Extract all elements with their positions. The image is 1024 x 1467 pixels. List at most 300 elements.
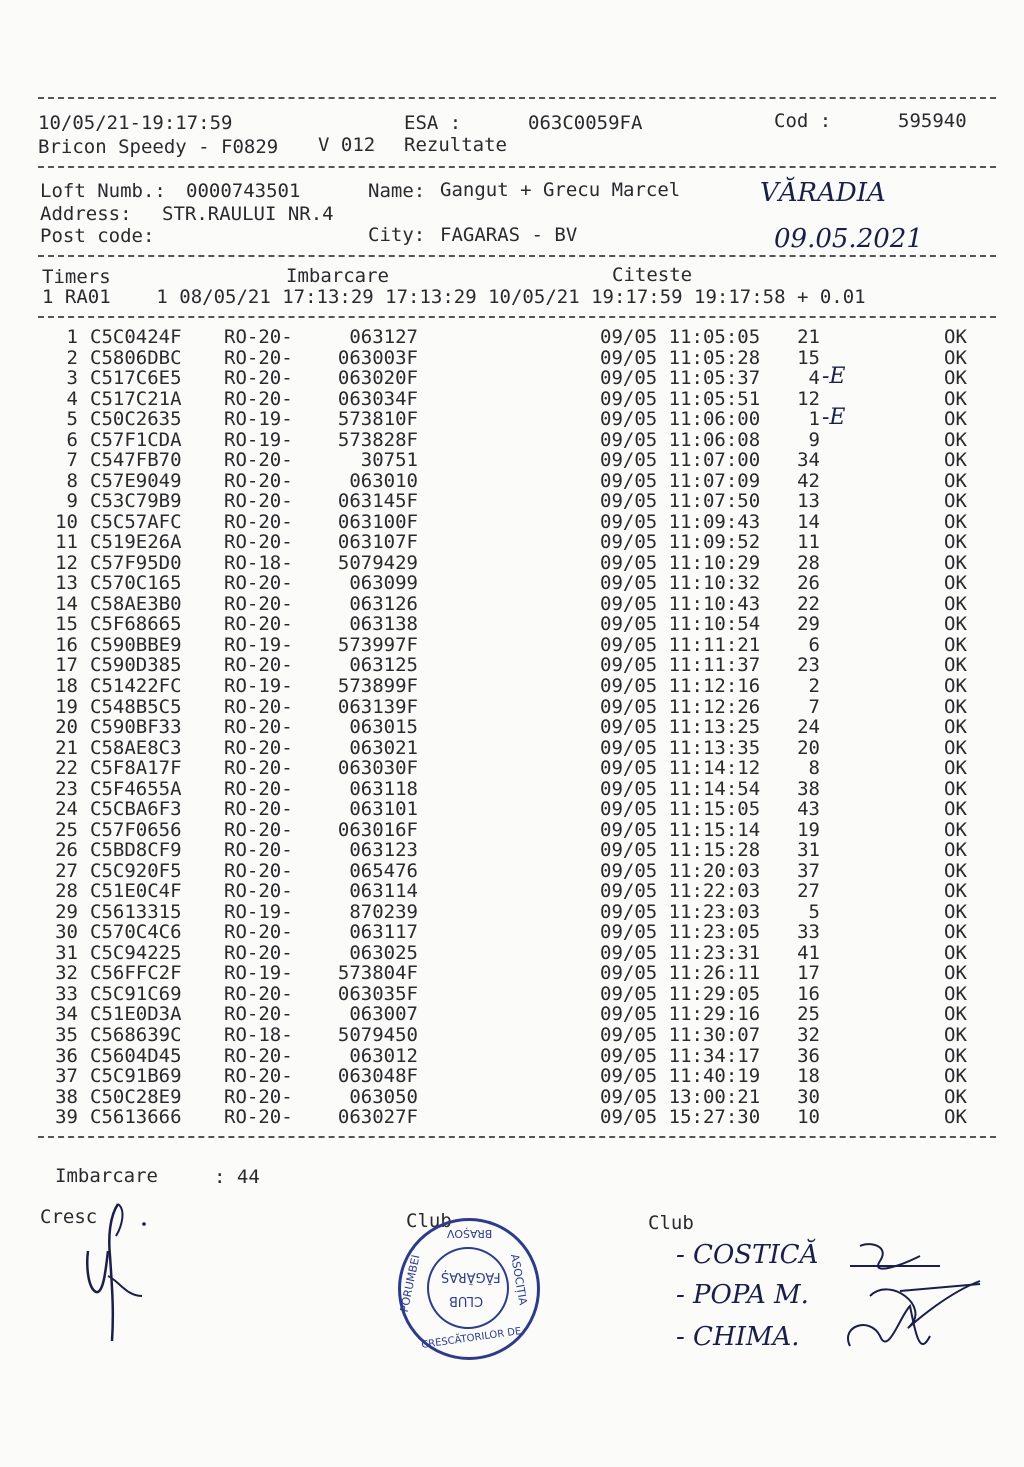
row-position: 34 [797, 449, 820, 472]
row-chip-id: C5CBA6F3 [90, 798, 182, 821]
divider-results [38, 1136, 996, 1138]
row-position: 8 [808, 757, 820, 780]
row-chip-id: C50C28E9 [90, 1085, 182, 1108]
row-position: 11 [797, 531, 820, 554]
row-chip-id: C517C21A [90, 387, 182, 410]
row-position: 31 [797, 839, 820, 862]
row-chip-id: C519E26A [90, 531, 182, 554]
table-row [0, 490, 1024, 511]
row-ring-number: 063101 [349, 798, 418, 821]
row-number: 7 [66, 449, 78, 472]
row-chip-id: C57F1CDA [90, 428, 182, 451]
row-status: OK [944, 818, 967, 841]
row-ring-number: 063100F [337, 510, 418, 533]
row-position: 29 [797, 613, 820, 636]
row-chip-id: C568639C [90, 1024, 182, 1047]
row-position: 12 [797, 387, 820, 410]
row-number: 18 [55, 675, 78, 697]
row-arrival-time: 09/05 11:07:50 [600, 490, 761, 513]
row-arrival-time: 09/05 11:14:54 [600, 777, 761, 800]
row-ring-number: 063118 [349, 777, 418, 800]
table-row [0, 901, 1024, 922]
divider-top [38, 97, 996, 99]
handwritten-date: 09.05.2021 [774, 224, 923, 254]
row-arrival-time: 09/05 11:10:43 [600, 592, 761, 615]
table-row [0, 470, 1024, 491]
table-row [0, 675, 1024, 696]
breeder-signature [70, 1196, 160, 1346]
club-signatures-scribble [830, 1236, 990, 1376]
row-number: 21 [55, 736, 78, 759]
row-ring-prefix: RO-20- [224, 859, 293, 882]
row-status: OK [944, 798, 967, 821]
row-status: OK [944, 982, 967, 1005]
row-ring-prefix: RO-20- [224, 1044, 293, 1067]
table-row [0, 1045, 1024, 1066]
table-row [0, 634, 1024, 655]
row-ring-prefix: RO-19- [224, 962, 293, 985]
row-ring-prefix: RO-20- [224, 757, 293, 780]
row-arrival-time: 09/05 11:26:11 [600, 962, 761, 985]
club-stamp [398, 1218, 540, 1360]
row-position: 26 [797, 572, 820, 595]
row-chip-id: C5604D45 [90, 1044, 182, 1067]
row-chip-id: C5C57AFC [90, 510, 182, 533]
row-number: 29 [55, 900, 78, 923]
row-number: 1 [66, 326, 78, 348]
row-number: 25 [55, 818, 78, 841]
divider-timers [38, 316, 996, 318]
row-chip-id: C590D385 [90, 654, 182, 677]
row-ring-number: 063003F [337, 346, 418, 369]
table-row [0, 716, 1024, 737]
row-ring-number: 5079450 [337, 1024, 418, 1047]
row-ring-number: 063010 [349, 469, 418, 492]
row-ring-prefix: RO-20- [224, 716, 293, 739]
row-chip-id: C5C94225 [90, 941, 182, 964]
row-chip-id: C58AE8C3 [90, 736, 182, 759]
row-position: 24 [797, 716, 820, 739]
row-handwritten-note: -E [822, 364, 846, 390]
row-status: OK [944, 1106, 967, 1129]
table-row [0, 1003, 1024, 1024]
row-position: 41 [797, 941, 820, 964]
row-arrival-time: 09/05 11:10:29 [600, 551, 761, 574]
row-ring-number: 065476 [349, 859, 418, 882]
row-arrival-time: 09/05 11:09:52 [600, 531, 761, 554]
stamp-text-top: BRAȘOV [447, 1227, 493, 1240]
esa-label: ESA : [404, 112, 462, 134]
row-position: 20 [797, 736, 820, 759]
row-ring-number: 063007 [349, 1003, 418, 1026]
row-number: 11 [55, 531, 78, 554]
row-status: OK [944, 900, 967, 923]
row-chip-id: C51E0D3A [90, 1003, 182, 1026]
row-position: 14 [797, 510, 820, 533]
row-chip-id: C53C79B9 [90, 490, 182, 513]
row-ring-number: 063139F [337, 695, 418, 718]
row-position: 22 [797, 592, 820, 615]
table-row [0, 531, 1024, 552]
club-signature-2: - POPA M. [676, 1280, 809, 1310]
row-status: OK [944, 326, 967, 348]
cresc-label: Cresc [40, 1206, 98, 1228]
row-ring-number: 573810F [337, 408, 418, 431]
row-chip-id: C5613666 [90, 1106, 182, 1129]
row-position: 5 [808, 900, 820, 923]
table-row [0, 364, 1024, 390]
cod-label: Cod : [774, 110, 832, 132]
row-number: 27 [55, 859, 78, 882]
row-number: 6 [66, 428, 78, 451]
row-arrival-time: 09/05 11:07:09 [600, 469, 761, 492]
row-number: 39 [55, 1106, 78, 1129]
row-arrival-time: 09/05 11:20:03 [600, 859, 761, 882]
club-signature-1: - COSTICĂ [676, 1240, 819, 1270]
row-ring-number: 063099 [349, 572, 418, 595]
table-row [0, 429, 1024, 450]
row-status: OK [944, 757, 967, 780]
row-number: 31 [55, 941, 78, 964]
table-row [0, 737, 1024, 758]
table-row [0, 1065, 1024, 1086]
row-position: 28 [797, 551, 820, 574]
loft-number-value: 0000743501 [186, 180, 301, 202]
row-ring-number: 063012 [349, 1044, 418, 1067]
row-ring-number: 063020F [337, 367, 418, 390]
row-status: OK [944, 449, 967, 472]
row-position: 33 [797, 921, 820, 944]
row-ring-prefix: RO-20- [224, 510, 293, 533]
row-chip-id: C51422FC [90, 675, 182, 697]
stamp-center-2: FĂGĂRAȘ [441, 1269, 501, 1284]
table-row [0, 880, 1024, 901]
footer-imbarcare-value: : 44 [214, 1166, 260, 1188]
table-row [0, 757, 1024, 778]
row-ring-prefix: RO-20- [224, 531, 293, 554]
row-ring-number: 063025 [349, 941, 418, 964]
table-row [0, 613, 1024, 634]
row-number: 24 [55, 798, 78, 821]
row-ring-prefix: RO-19- [224, 633, 293, 656]
row-status: OK [944, 921, 967, 944]
row-status: OK [944, 469, 967, 492]
table-row [0, 819, 1024, 840]
row-ring-number: 063125 [349, 654, 418, 677]
divider-loft [38, 255, 996, 257]
row-position: 4 [808, 367, 820, 390]
row-ring-prefix: RO-20- [224, 346, 293, 369]
row-position: 30 [797, 1085, 820, 1108]
row-ring-number: 063145F [337, 490, 418, 513]
row-number: 33 [55, 982, 78, 1005]
row-arrival-time: 09/05 11:05:05 [600, 326, 761, 348]
row-position: 23 [797, 654, 820, 677]
row-ring-prefix: RO-19- [224, 408, 293, 431]
row-status: OK [944, 1024, 967, 1047]
handwritten-place: VĂRADIA [760, 178, 886, 208]
city-value: FAGARAS - BV [440, 224, 578, 246]
timers-imbarcare-label: Imbarcare [286, 265, 389, 287]
row-status: OK [944, 941, 967, 964]
device-name: Bricon Speedy - F0829 [38, 136, 279, 158]
row-arrival-time: 09/05 11:05:28 [600, 346, 761, 369]
row-ring-number: 063016F [337, 818, 418, 841]
row-chip-id: C5613315 [90, 900, 182, 923]
row-chip-id: C58AE3B0 [90, 592, 182, 615]
row-chip-id: C5BD8CF9 [90, 839, 182, 862]
footer-imbarcare-label: Imbarcare [55, 1165, 158, 1187]
row-number: 34 [55, 1003, 78, 1026]
row-status: OK [944, 736, 967, 759]
row-ring-number: 063123 [349, 839, 418, 862]
row-chip-id: C56FFC2F [90, 962, 182, 985]
row-status: OK [944, 1044, 967, 1067]
row-position: 32 [797, 1024, 820, 1047]
row-position: 43 [797, 798, 820, 821]
row-arrival-time: 09/05 11:12:26 [600, 695, 761, 718]
row-number: 38 [55, 1085, 78, 1108]
loft-number-label: Loft Numb.: [40, 180, 166, 202]
row-arrival-time: 09/05 11:29:16 [600, 1003, 761, 1026]
table-row [0, 983, 1024, 1004]
row-number: 28 [55, 880, 78, 903]
row-ring-number: 063127 [349, 326, 418, 348]
row-chip-id: C517C6E5 [90, 367, 182, 390]
row-arrival-time: 09/05 15:27:30 [600, 1106, 761, 1129]
report-title: Rezultate [404, 134, 507, 156]
row-ring-number: 063107F [337, 531, 418, 554]
table-row [0, 449, 1024, 470]
row-status: OK [944, 633, 967, 656]
row-status: OK [944, 839, 967, 862]
row-status: OK [944, 572, 967, 595]
row-position: 15 [797, 346, 820, 369]
row-ring-prefix: RO-20- [224, 798, 293, 821]
device-version: V 012 [318, 134, 376, 156]
row-ring-number: 063126 [349, 592, 418, 615]
row-position: 7 [808, 695, 820, 718]
timers-citeste-label: Citeste [612, 264, 693, 286]
table-row [0, 1024, 1024, 1045]
row-position: 25 [797, 1003, 820, 1026]
row-position: 18 [797, 1065, 820, 1088]
row-number: 32 [55, 962, 78, 985]
table-row [0, 798, 1024, 819]
row-ring-number: 573804F [337, 962, 418, 985]
row-number: 12 [55, 551, 78, 574]
row-number: 22 [55, 757, 78, 780]
row-arrival-time: 09/05 11:12:16 [600, 675, 761, 697]
row-chip-id: C50C2635 [90, 408, 182, 431]
row-ring-number: 063035F [337, 982, 418, 1005]
row-number: 36 [55, 1044, 78, 1067]
row-status: OK [944, 613, 967, 636]
row-chip-id: C51E0C4F [90, 880, 182, 903]
table-row [0, 1106, 1024, 1127]
row-status: OK [944, 962, 967, 985]
row-ring-prefix: RO-20- [224, 592, 293, 615]
row-chip-id: C5F8A17F [90, 757, 182, 780]
table-row [0, 326, 1024, 347]
row-status: OK [944, 367, 967, 390]
stamp-text-right: ASOCIȚIA [507, 1252, 530, 1307]
row-chip-id: C57F95D0 [90, 551, 182, 574]
table-row [0, 593, 1024, 614]
table-row [0, 696, 1024, 717]
report-datetime: 10/05/21-19:17:59 [38, 112, 233, 134]
row-arrival-time: 09/05 11:15:05 [600, 798, 761, 821]
row-arrival-time: 09/05 13:00:21 [600, 1085, 761, 1108]
row-ring-number: 063015 [349, 716, 418, 739]
row-ring-number: 063034F [337, 387, 418, 410]
row-chip-id: C5806DBC [90, 346, 182, 369]
row-position: 6 [808, 633, 820, 656]
table-row [0, 511, 1024, 532]
stamp-inner-ring [427, 1247, 509, 1329]
row-arrival-time: 09/05 11:11:21 [600, 633, 761, 656]
row-arrival-time: 09/05 11:23:05 [600, 921, 761, 944]
row-position: 36 [797, 1044, 820, 1067]
row-chip-id: C5F68665 [90, 613, 182, 636]
row-status: OK [944, 551, 967, 574]
row-number: 23 [55, 777, 78, 800]
row-arrival-time: 09/05 11:10:32 [600, 572, 761, 595]
row-ring-number: 063050 [349, 1085, 418, 1108]
row-status: OK [944, 859, 967, 882]
row-arrival-time: 09/05 11:14:12 [600, 757, 761, 780]
table-row [0, 942, 1024, 963]
row-chip-id: C590BF33 [90, 716, 182, 739]
row-number: 37 [55, 1065, 78, 1088]
row-ring-prefix: RO-20- [224, 1003, 293, 1026]
row-arrival-time: 09/05 11:30:07 [600, 1024, 761, 1047]
row-ring-number: 063114 [349, 880, 418, 903]
row-status: OK [944, 1085, 967, 1108]
row-ring-prefix: RO-20- [224, 1106, 293, 1129]
table-row [0, 654, 1024, 675]
row-ring-number: 063027F [337, 1106, 418, 1129]
row-position: 10 [797, 1106, 820, 1129]
row-status: OK [944, 408, 967, 431]
club-signature-3: - CHIMA. [676, 1322, 800, 1352]
row-handwritten-note: -E [822, 405, 846, 431]
row-chip-id: C5C0424F [90, 326, 182, 348]
row-status: OK [944, 1065, 967, 1088]
row-arrival-time: 09/05 11:23:03 [600, 900, 761, 923]
table-row [0, 347, 1024, 368]
row-position: 19 [797, 818, 820, 841]
row-chip-id: C5F4655A [90, 777, 182, 800]
row-position: 2 [808, 675, 820, 697]
row-number: 8 [66, 469, 78, 492]
row-arrival-time: 09/05 11:34:17 [600, 1044, 761, 1067]
row-ring-prefix: RO-19- [224, 428, 293, 451]
table-row [0, 1086, 1024, 1107]
row-ring-number: 063021 [349, 736, 418, 759]
row-number: 4 [66, 387, 78, 410]
row-ring-number: 573828F [337, 428, 418, 451]
row-position: 9 [808, 428, 820, 451]
table-row [0, 921, 1024, 942]
row-status: OK [944, 428, 967, 451]
row-status: OK [944, 490, 967, 513]
club-label-right: Club [648, 1212, 694, 1234]
row-number: 26 [55, 839, 78, 862]
row-position: 13 [797, 490, 820, 513]
row-ring-number: 063117 [349, 921, 418, 944]
esa-value: 063C0059FA [528, 112, 643, 134]
row-ring-number: 573997F [337, 633, 418, 656]
row-ring-prefix: RO-20- [224, 449, 293, 472]
row-ring-prefix: RO-19- [224, 900, 293, 923]
row-number: 10 [55, 510, 78, 533]
table-row [0, 962, 1024, 983]
row-ring-prefix: RO-20- [224, 941, 293, 964]
row-status: OK [944, 654, 967, 677]
row-arrival-time: 09/05 11:13:35 [600, 736, 761, 759]
timers-label: Timers [42, 266, 111, 288]
row-arrival-time: 09/05 11:09:43 [600, 510, 761, 533]
row-status: OK [944, 531, 967, 554]
row-chip-id: C548B5C5 [90, 695, 182, 718]
postcode-label: Post code: [40, 225, 155, 247]
row-chip-id: C5C920F5 [90, 859, 182, 882]
row-ring-prefix: RO-20- [224, 490, 293, 513]
row-arrival-time: 09/05 11:23:31 [600, 941, 761, 964]
row-status: OK [944, 675, 967, 697]
cod-value: 595940 [898, 110, 967, 132]
table-row [0, 552, 1024, 573]
row-ring-prefix: RO-20- [224, 982, 293, 1005]
row-arrival-time: 09/05 11:07:00 [600, 449, 761, 472]
row-chip-id: C590BBE9 [90, 633, 182, 656]
row-arrival-time: 09/05 11:10:54 [600, 613, 761, 636]
row-number: 35 [55, 1024, 78, 1047]
row-ring-prefix: RO-18- [224, 551, 293, 574]
row-ring-number: 30751 [360, 449, 418, 472]
row-arrival-time: 09/05 11:40:19 [600, 1065, 761, 1088]
table-row [0, 860, 1024, 881]
row-number: 17 [55, 654, 78, 677]
row-ring-prefix: RO-20- [224, 736, 293, 759]
name-label: Name: [368, 180, 426, 202]
row-ring-prefix: RO-20- [224, 469, 293, 492]
row-position: 42 [797, 469, 820, 492]
timer-line: 1 RA01 1 08/05/21 17:13:29 17:13:29 10/05/21 19:17:59 19:17:58 + 0.01 [42, 286, 866, 308]
row-status: OK [944, 880, 967, 903]
row-ring-number: 573899F [337, 675, 418, 697]
row-ring-number: 5079429 [337, 551, 418, 574]
row-number: 14 [55, 592, 78, 615]
row-ring-prefix: RO-18- [224, 1024, 293, 1047]
table-row [0, 778, 1024, 799]
row-arrival-time: 09/05 11:05:37 [600, 367, 761, 390]
row-chip-id: C5C91C69 [90, 982, 182, 1005]
row-status: OK [944, 695, 967, 718]
row-arrival-time: 09/05 11:06:08 [600, 428, 761, 451]
row-ring-prefix: RO-20- [224, 1085, 293, 1108]
row-position: 38 [797, 777, 820, 800]
table-row [0, 572, 1024, 593]
row-number: 13 [55, 572, 78, 595]
row-chip-id: C5C91B69 [90, 1065, 182, 1088]
row-status: OK [944, 592, 967, 615]
row-chip-id: C57E9049 [90, 469, 182, 492]
row-number: 3 [66, 367, 78, 390]
row-position: 27 [797, 880, 820, 903]
city-label: City: [368, 224, 426, 246]
